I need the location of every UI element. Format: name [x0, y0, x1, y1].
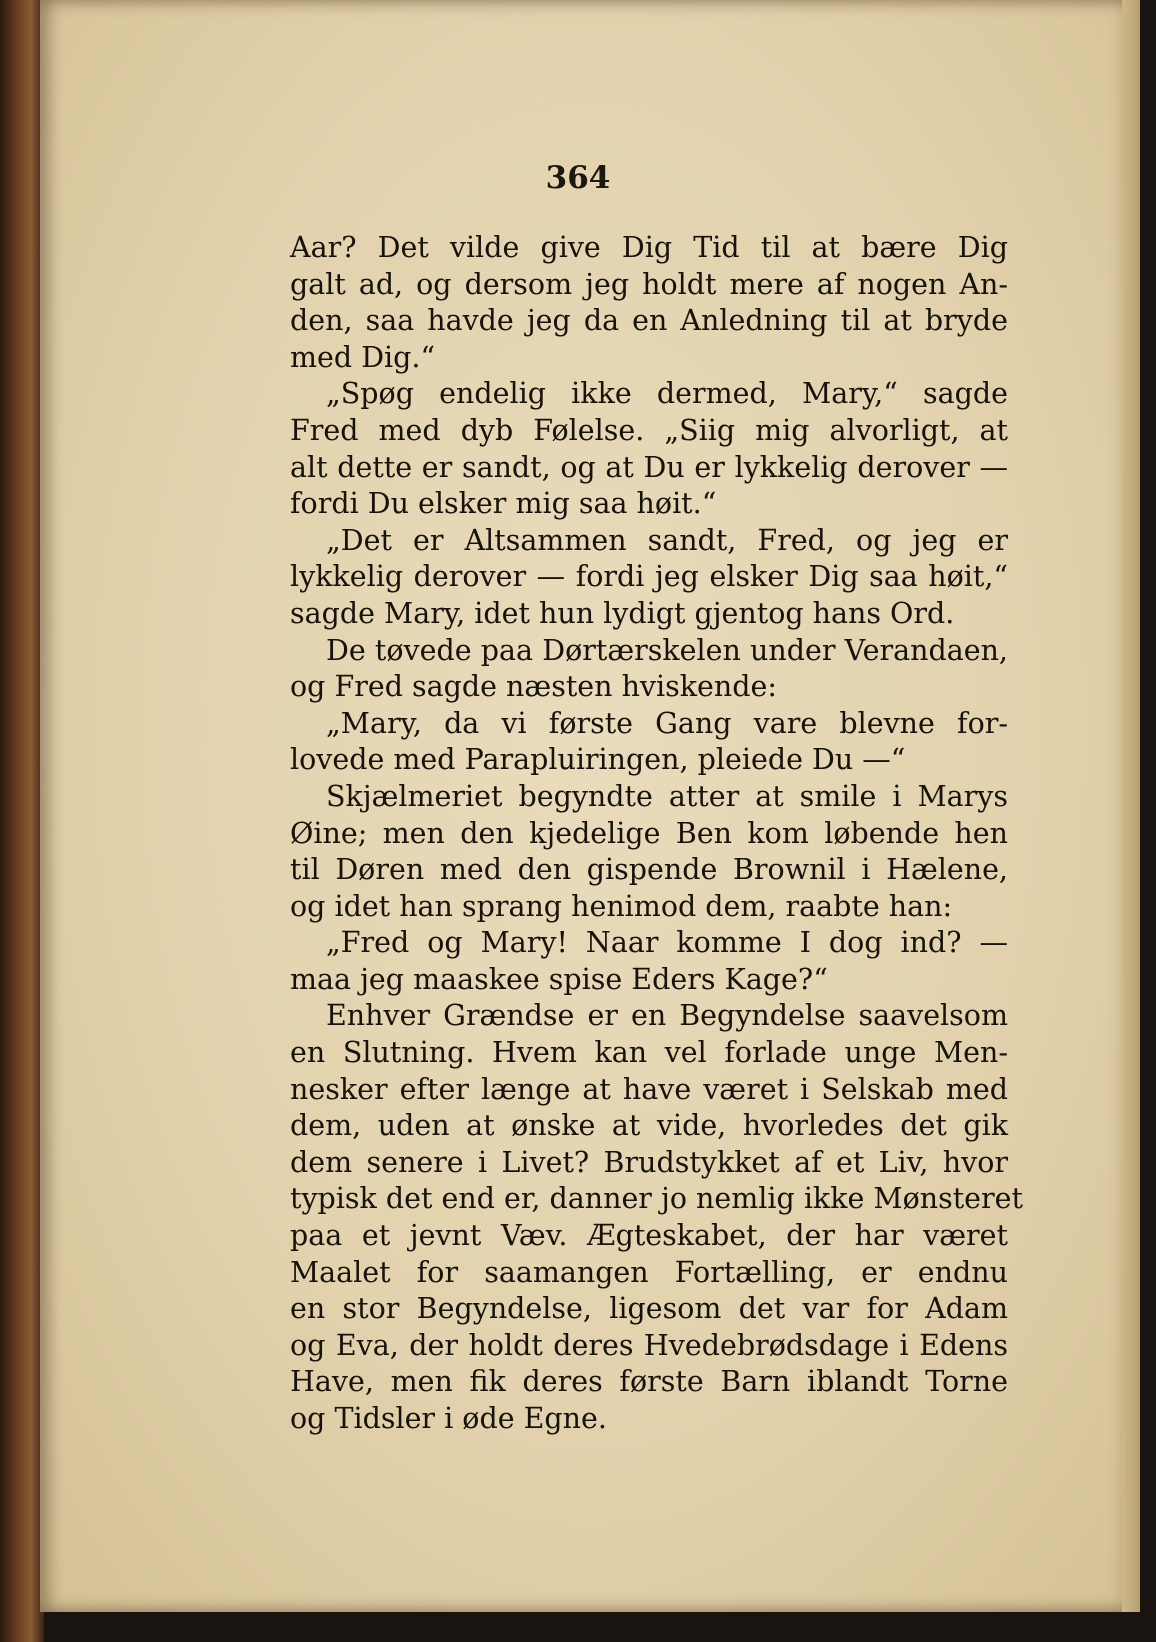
text-line: og idet han sprang henimod dem, raabte han:: [290, 889, 953, 923]
text-line: og Tidsler i øde Egne.: [290, 1402, 607, 1435]
text-line: „Fred og Mary! Naar komme I dog ind? —: [326, 926, 1008, 960]
text-line: alt dette er sandt, og at Du er lykkelig derover —: [290, 450, 1008, 484]
body-text: [290, 230, 1023, 1438]
book-spine: [0, 0, 44, 1642]
text-line: dem, uden at ønske at vide, hvorledes det gik: [290, 1109, 1008, 1143]
text-line: den, saa havde jeg da en Anledning til at bryde: [290, 304, 1008, 338]
text-line: Fred med dyb Følelse. „Siig mig alvorligt, at: [290, 413, 1008, 447]
text-line: med Dig.“: [290, 340, 436, 374]
text-line: sagde Mary, idet hun lydigt gjentog hans Ord.: [290, 596, 955, 630]
text-line: Maalet for saamangen Fortælling, er endnu: [290, 1255, 1008, 1289]
text-line: fordi Du elsker mig saa høit.“: [290, 487, 717, 521]
page-number: 364: [545, 160, 611, 196]
text-line: galt ad, og dersom jeg holdt mere af nogen An-: [290, 267, 1008, 301]
text-line: dem senere i Livet? Brudstykket af et Liv, hvor: [290, 1145, 1008, 1179]
text-line: til Døren med den gispende Brownil i Hælene,: [290, 853, 1008, 887]
text-line: og Fred sagde næsten hviskende:: [290, 670, 777, 704]
text-line: lykkelig derover — fordi jeg elsker Dig saa høit,“: [290, 560, 1008, 594]
text-line: lovede med Parapluiringen, pleiede Du —“: [290, 743, 906, 777]
text-line: Skjælmeriet begyndte atter at smile i Marys: [326, 779, 1008, 813]
text-line: en stor Begyndelse, ligesom det var for Adam: [290, 1292, 1008, 1326]
text-line: Øine; men den kjedelige Ben kom løbende hen: [290, 816, 1008, 850]
text-line: „Det er Altsammen sandt, Fred, og jeg er: [326, 523, 1008, 557]
page-edge: [1122, 0, 1140, 1612]
text-line: Enhver Grændse er en Begyndelse saavelsom: [326, 999, 1008, 1033]
text-line: Aar? Det vilde give Dig Tid til at bære Dig: [290, 231, 1008, 264]
text-line: paa et jevnt Væv. Ægteskabet, der har været: [290, 1219, 1008, 1253]
text-line: „Mary, da vi første Gang vare blevne for-: [326, 706, 1008, 740]
text-line: Have, men fik deres første Barn iblandt Torne: [290, 1365, 1008, 1399]
text-line: nesker efter længe at have været i Selskab med: [290, 1072, 1008, 1106]
text-line: en Slutning. Hvem kan vel forlade unge Men-: [290, 1036, 1008, 1070]
text-line: „Spøg endelig ikke dermed, Mary,“ sagde: [326, 377, 1008, 411]
text-line: De tøvede paa Dørtærskelen under Verandaen,: [326, 633, 1008, 667]
text-line: og Eva, der holdt deres Hvedebrødsdage i Edens: [290, 1328, 1008, 1362]
text-line: typisk det end er, danner jo nemlig ikke Mønsteret: [290, 1182, 1023, 1216]
text-line: maa jeg maaskee spise Eders Kage?“: [290, 962, 828, 996]
